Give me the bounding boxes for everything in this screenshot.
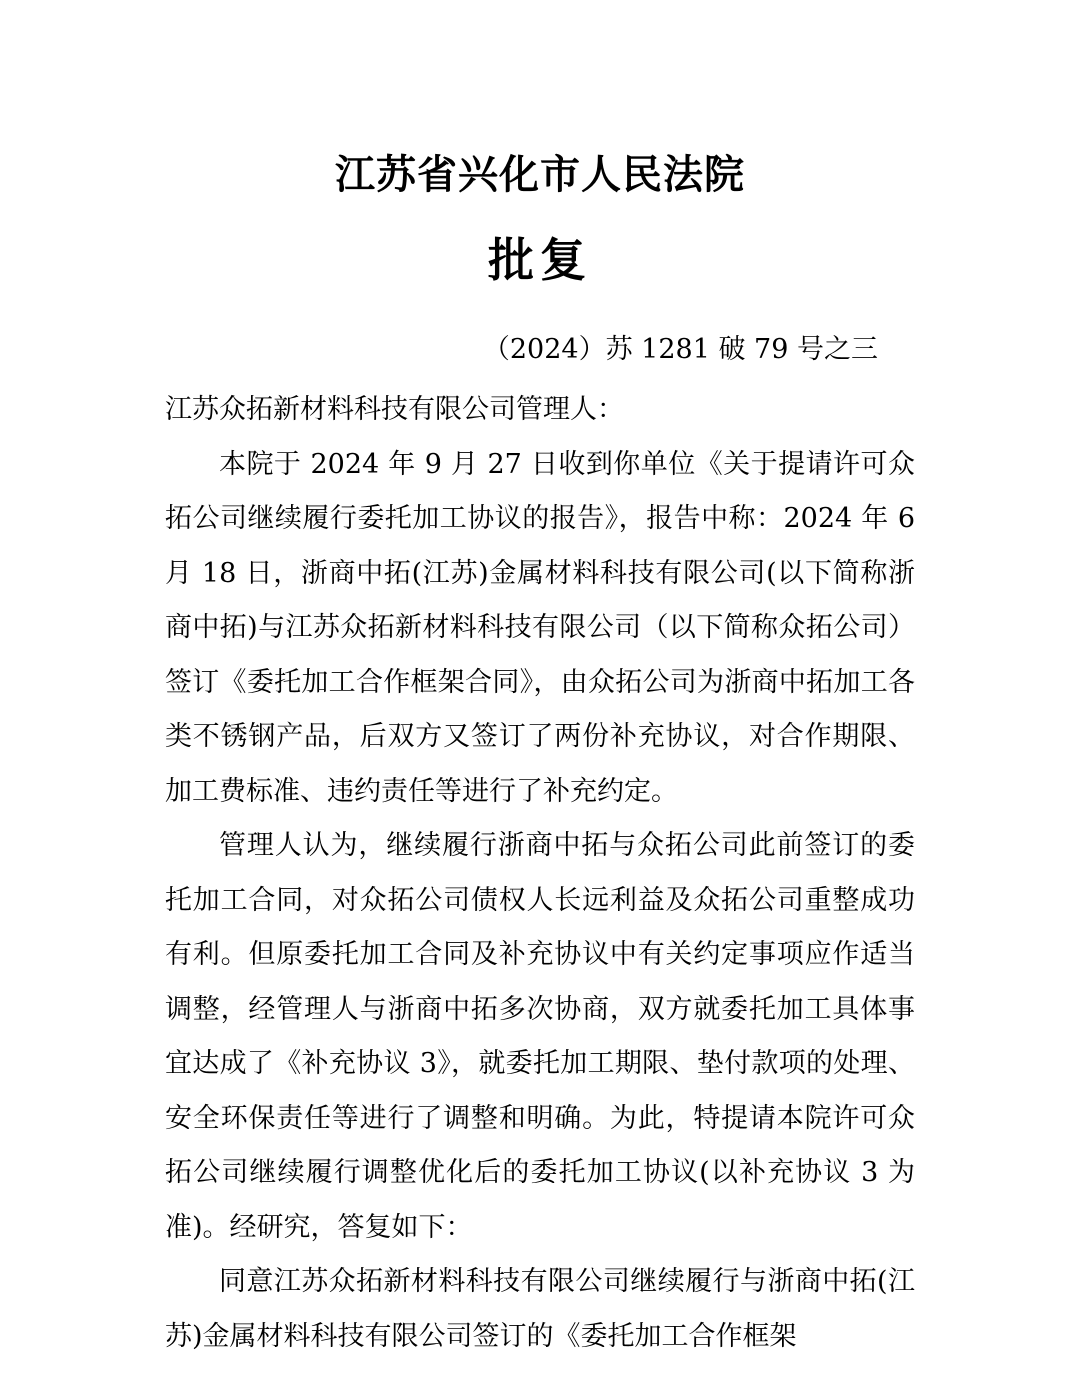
addressee-line: 江苏众拓新材料科技有限公司管理人：	[165, 394, 624, 425]
document-number: （2024）苏 1281 破 79 号之三	[482, 334, 878, 365]
document-body	[165, 383, 915, 1364]
paragraph-report-summary: 本院于 2024 年 9 月 27 日收到你单位《关于提请许可众拓公司继续履行委托加工协议的报告》，报告中称：2024 年 6 月 18 日，浙商中拓(江苏)金属材料科技有限公司(以下简称浙商中拓)与江苏众拓新材料科技有限公司（以下简称众拓公司）签订《委托加工合作框架合同》，由众拓公司为浙商中拓加工各类不锈钢产品，后双方又签订了两份补充协议，对合作期限、加工费标准、违约责任等进行了补充约定。	[165, 448, 915, 807]
court-name-heading: 江苏省兴化市人民法院	[335, 151, 745, 198]
paragraph-administrator-opinion: 管理人认为，继续履行浙商中拓与众拓公司此前签订的委托加工合同，对众拓公司债权人长远利益及众拓公司重整成功有利。但原委托加工合同及补充协议中有关约定事项应作适当调整，经管理人与浙商中拓多次协商，双方就委托加工具体事宜达成了《补充协议 3》，就委托加工期限、垫付款项的处理、安全环保责任等进行了调整和明确。为此，特提请本院许可众拓公司继续履行调整优化后的委托加工协议(以补充协议 3 为准)。经研究，答复如下：	[165, 830, 915, 1243]
paragraph-court-reply: 同意江苏众拓新材料科技有限公司继续履行与浙商中拓(江苏)金属材料科技有限公司签订的《委托加工合作框架	[165, 1266, 915, 1352]
document-type-heading: 批复	[488, 233, 592, 287]
